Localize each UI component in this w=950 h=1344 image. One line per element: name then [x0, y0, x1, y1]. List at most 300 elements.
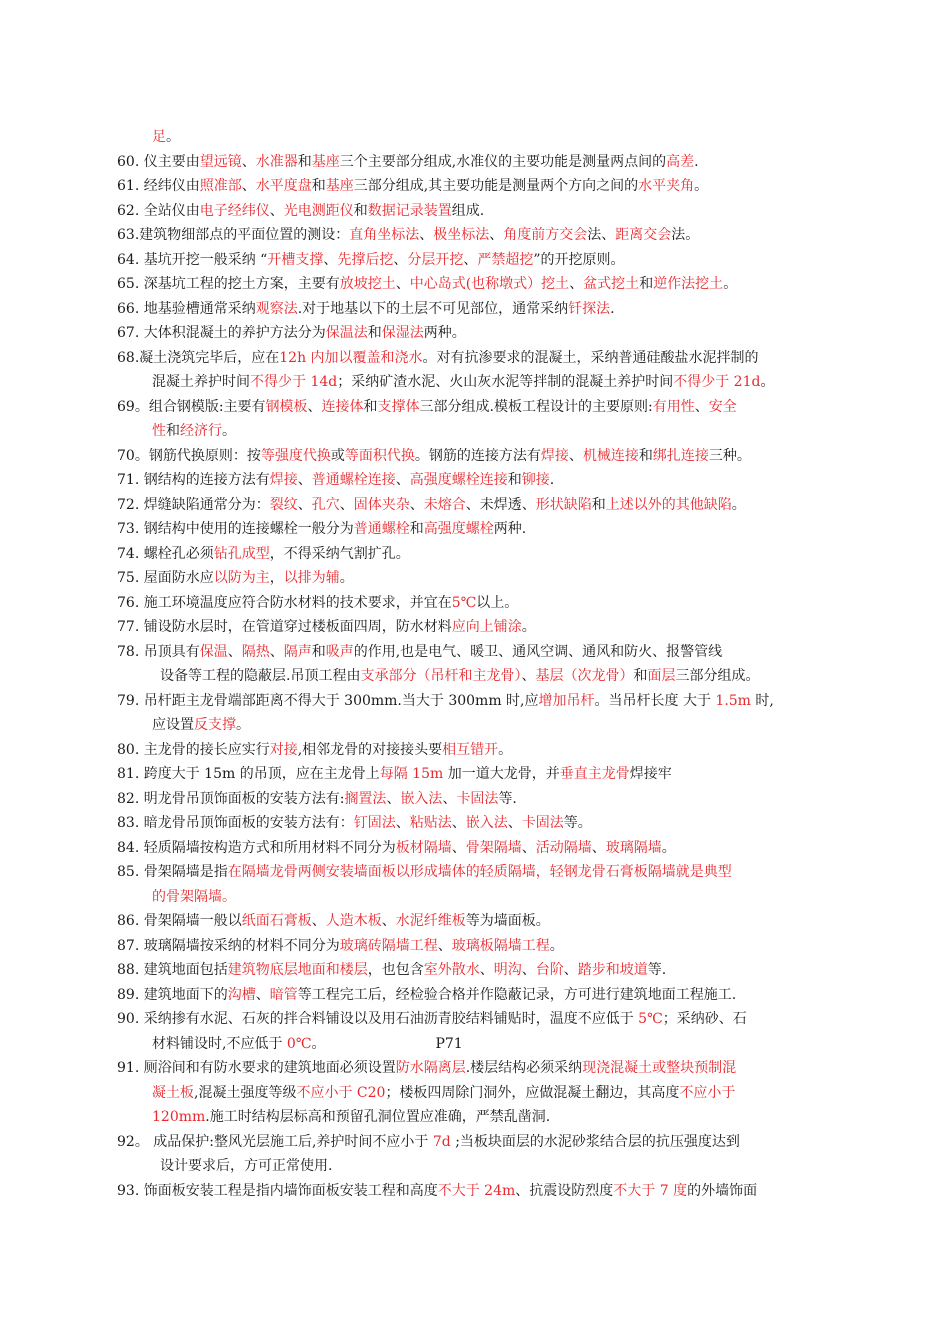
- text-segment: ,相邻龙骨的对接接头要: [297, 741, 443, 758]
- highlighted-term: 隔热: [241, 643, 270, 660]
- highlighted-term: 嵌入法: [465, 815, 508, 831]
- highlighted-term: 经济行: [180, 423, 222, 439]
- text-segment: 材料铺设时,不应低于: [152, 1035, 287, 1052]
- text-segment: 、: [311, 913, 326, 929]
- text-line: [0, 468, 950, 493]
- highlighted-term: 机械连接: [582, 447, 639, 464]
- highlighted-term: 分层开挖: [407, 251, 464, 268]
- text-line: [0, 1154, 950, 1179]
- highlighted-term: 性: [152, 423, 166, 439]
- text-segment: 、: [269, 643, 284, 660]
- text-segment: 。: [723, 276, 738, 292]
- text-line: [0, 150, 950, 175]
- text-segment: 应设置: [152, 717, 194, 733]
- text-segment: 72. 焊缝缺陷通常分为：: [117, 496, 270, 513]
- highlighted-term: 应向上铺涂: [451, 619, 522, 635]
- highlighted-term: 在隔墙龙骨两侧安装墙面板以形成墙体的轻质隔墙，轻钢龙骨石膏板隔墙就是典型: [227, 864, 732, 880]
- highlighted-term: 凝土板: [152, 1084, 194, 1101]
- text-segment: 83. 暗龙骨吊顶饰面板的安装方法有：: [117, 815, 354, 831]
- text-segment: 加一道大龙骨，并: [443, 766, 560, 782]
- text-segment: 、: [255, 986, 270, 1003]
- highlighted-term: 高强度螺栓: [423, 521, 494, 537]
- text-segment: 、: [521, 839, 536, 856]
- highlighted-term: 中心岛式(也称墩式）挖土: [409, 276, 570, 292]
- highlighted-term: 踏步和坡道: [577, 962, 648, 978]
- text-segment: 。: [521, 619, 536, 635]
- text-line: [0, 885, 950, 910]
- text-segment: 60. 仪主要由: [117, 153, 200, 170]
- text-segment: 80. 主龙骨的接长应实行: [117, 741, 270, 758]
- text-line: [0, 395, 950, 420]
- highlighted-term: 暗管: [269, 986, 298, 1003]
- text-segment: 。: [661, 839, 676, 856]
- text-line: [0, 713, 950, 738]
- highlighted-term: 台阶: [535, 962, 564, 978]
- highlighted-term: 望远镜: [199, 153, 242, 170]
- highlighted-term: 水准器: [255, 153, 298, 170]
- text-segment: 的作用,也是电气、暖卫、通风空调、通风和防火、报警管线: [353, 643, 723, 660]
- text-segment: 、: [297, 496, 312, 513]
- highlighted-term: 先撑后挖: [337, 251, 394, 268]
- text-segment: 两种。: [423, 325, 466, 341]
- highlighted-term: 观察法: [255, 300, 298, 317]
- text-segment: 三部分组成。: [675, 668, 760, 684]
- text-segment: ;当板块面层的水泥砂浆结合层的抗压强度达到: [450, 1133, 740, 1150]
- text-segment: ；楼板四周除门洞外，应做混凝土翻边，其高度: [385, 1084, 680, 1101]
- text-segment: 61. 经纬仪由: [117, 178, 200, 194]
- highlighted-term: 以排为辅: [283, 570, 340, 586]
- text-segment: 和: [297, 153, 312, 170]
- highlighted-term: 照准部: [199, 178, 242, 194]
- text-line: [0, 860, 950, 885]
- highlighted-term: 120mm: [152, 1109, 206, 1125]
- text-segment: 、: [227, 643, 242, 660]
- text-line: [0, 272, 950, 297]
- text-segment: 、: [489, 227, 504, 243]
- highlighted-term: 高强度螺栓连接: [409, 472, 508, 488]
- text-segment: 。: [549, 937, 564, 954]
- text-segment: 。: [694, 178, 709, 194]
- text-line: [0, 1179, 950, 1204]
- document-body: [0, 125, 950, 1203]
- text-segment: 设计要求后，方可正常使用.: [160, 1158, 333, 1174]
- highlighted-term: 防水隔离层: [395, 1060, 466, 1076]
- text-segment: 。: [760, 374, 775, 390]
- highlighted-term: 焊接: [269, 472, 298, 488]
- text-segment: 两种.: [493, 521, 527, 537]
- text-segment: 、: [395, 276, 410, 292]
- highlighted-term: 等面积代换: [344, 447, 415, 464]
- highlighted-term: 5℃: [451, 594, 477, 611]
- text-line: [0, 1130, 950, 1155]
- text-segment: 76. 施工环境温度应符合防水材料的技术要求，并宜在: [117, 594, 452, 611]
- text-segment: .: [549, 472, 555, 488]
- highlighted-term: 高差: [666, 153, 695, 170]
- highlighted-term: 铆接: [521, 472, 550, 488]
- text-segment: 和: [353, 202, 368, 219]
- text-segment: 、: [694, 398, 709, 415]
- highlighted-term: 现浇混凝土或整块预制混: [582, 1060, 737, 1076]
- text-segment: 、: [479, 962, 494, 978]
- highlighted-term: 普通螺栓: [353, 521, 410, 537]
- text-line: [0, 615, 950, 640]
- text-segment: 、: [386, 790, 401, 807]
- text-segment: 或: [330, 447, 345, 464]
- highlighted-term: 每隔 15m: [379, 766, 444, 782]
- text-segment: 、: [451, 815, 466, 831]
- text-segment: 、: [241, 153, 256, 170]
- highlighted-term: 有用性: [652, 398, 695, 415]
- text-segment: 、: [563, 962, 578, 978]
- highlighted-term: 玻璃隔墙: [605, 839, 662, 856]
- highlighted-term: 水平夹角: [638, 178, 695, 194]
- text-segment: 法。: [671, 227, 700, 243]
- highlighted-term: 玻璃砖隔墙工程: [339, 937, 438, 954]
- text-segment: 组成.: [451, 202, 485, 219]
- text-segment: 、: [395, 815, 410, 831]
- text-segment: 和: [311, 643, 326, 660]
- highlighted-term: 吸声: [325, 643, 354, 660]
- highlighted-term: 基座: [325, 178, 354, 194]
- text-segment: 。: [166, 129, 180, 145]
- highlighted-term: 嵌入法: [400, 790, 443, 807]
- text-segment: 73. 钢结构中使用的连接螺栓一般分为: [117, 521, 354, 537]
- text-line: [0, 958, 950, 983]
- text-line: [0, 517, 950, 542]
- text-segment: 和: [363, 398, 378, 415]
- text-segment: 和: [633, 668, 648, 684]
- text-line: [0, 125, 950, 150]
- text-segment: 。: [311, 1035, 326, 1052]
- text-segment: 89. 建筑地面下的: [117, 986, 228, 1003]
- highlighted-term: 上述以外的其他缺陷: [605, 496, 732, 513]
- text-segment: 设备等工程的隐蔽层.吊顶工程由: [160, 668, 361, 684]
- text-line: [0, 836, 950, 861]
- text-segment: 法、: [587, 227, 616, 243]
- highlighted-term: 12h 内加以覆盖和浇水: [279, 349, 423, 366]
- text-segment: 85. 骨架隔墙是指: [117, 864, 228, 880]
- text-line: [0, 248, 950, 273]
- text-segment: 67. 大体积混凝土的养护方法分为: [117, 325, 326, 341]
- text-segment: 和: [507, 472, 522, 488]
- text-segment: 。: [498, 741, 513, 758]
- text-segment: ，不得采纳气割扩孔。: [269, 545, 410, 562]
- text-segment: .: [694, 153, 699, 170]
- text-segment: 74. 螺栓孔必须: [117, 545, 214, 562]
- text-segment: 88. 建筑地面包括: [117, 962, 228, 978]
- highlighted-term: 钢模板: [265, 398, 308, 415]
- highlighted-term: 角度前方交会: [503, 227, 588, 243]
- text-segment: 、: [419, 227, 434, 243]
- text-segment: 、: [591, 839, 606, 856]
- highlighted-term: 安全: [708, 398, 737, 415]
- text-segment: 、: [442, 790, 457, 807]
- text-line: [0, 346, 950, 371]
- text-segment: 77. 铺设防水层时，在管道穿过楼板面四周，防水材料: [117, 619, 452, 635]
- text-segment: 和: [591, 496, 606, 513]
- text-segment: .施工时结构层标高和预留孔洞位置应准确，严禁乱凿洞.: [205, 1109, 551, 1125]
- text-line: [0, 1105, 950, 1130]
- text-segment: 、: [437, 937, 452, 954]
- text-segment: 91. 厕浴间和有防水要求的建筑地面必须设置: [117, 1060, 396, 1076]
- text-segment: 78. 吊顶具有: [117, 643, 200, 660]
- text-line: [0, 934, 950, 959]
- highlighted-term: 卡固法: [521, 815, 564, 831]
- text-segment: 的外墙饰面: [687, 1182, 758, 1199]
- highlighted-term: 相互错开: [442, 741, 499, 758]
- highlighted-term: 不大于 7 度: [613, 1182, 688, 1199]
- text-line: [0, 738, 950, 763]
- text-line: [0, 640, 950, 665]
- highlighted-term: 直角坐标法: [349, 227, 420, 243]
- text-segment: 、: [451, 839, 466, 856]
- text-segment: 和: [409, 521, 424, 537]
- text-segment: 。当吊杆长度 大于: [594, 692, 716, 709]
- text-line: [0, 909, 950, 934]
- highlighted-term: 钻孔成型: [213, 545, 270, 562]
- highlighted-term: 活动隔墙: [535, 839, 592, 856]
- text-line: [0, 297, 950, 322]
- text-segment: ,混凝土强度等级: [194, 1084, 297, 1101]
- highlighted-term: 支承部分（吊杆和主龙骨）: [360, 668, 522, 684]
- text-line: [0, 811, 950, 836]
- text-line: [0, 223, 950, 248]
- highlighted-term: 增加吊杆: [538, 692, 595, 709]
- text-segment: 64. 基坑开挖一般采纳 “: [117, 251, 268, 268]
- highlighted-term: 光电测距仪: [283, 202, 354, 219]
- text-line: [0, 1032, 950, 1057]
- text-line: [0, 370, 950, 395]
- text-line: [0, 983, 950, 1008]
- text-segment: 86. 骨架隔墙一般以: [117, 913, 242, 929]
- text-segment: 。钢筋的连接方法有: [414, 447, 541, 464]
- text-line: [0, 1007, 950, 1032]
- text-segment: ”的开挖原则。: [533, 251, 625, 268]
- text-segment: 等工程完工后，经检验合格并作隐蔽记录，方可进行建筑地面工程施工.: [297, 986, 737, 1003]
- highlighted-term: 孔穴: [311, 496, 340, 513]
- text-segment: 等为墙面板。: [465, 913, 550, 929]
- text-segment: 三个主要部分组成,水准仪的主要功能是测量两点间的: [339, 153, 667, 170]
- highlighted-term: 沟槽: [227, 986, 256, 1003]
- text-segment: 三种。: [708, 447, 751, 464]
- highlighted-term: 反支撑: [194, 717, 236, 733]
- text-segment: 。: [731, 496, 746, 513]
- highlighted-term: 骨架隔墙: [465, 839, 522, 856]
- text-segment: 和: [166, 423, 180, 439]
- text-segment: 和: [639, 276, 654, 292]
- highlighted-term: 面层: [647, 668, 676, 684]
- text-segment: 65. 深基坑工程的挖土方案，主要有: [117, 276, 340, 292]
- highlighted-term: 0℃: [286, 1035, 312, 1052]
- highlighted-term: 不应小于: [679, 1084, 736, 1101]
- highlighted-term: 固体夹杂: [353, 496, 410, 513]
- highlighted-term: 隔声: [283, 643, 312, 660]
- highlighted-term: 水泥纤维板: [395, 913, 466, 929]
- text-segment: 、: [568, 447, 583, 464]
- text-line: [0, 199, 950, 224]
- highlighted-term: 卡固法: [456, 790, 499, 807]
- highlighted-term: 极坐标法: [433, 227, 490, 243]
- highlighted-term: 支撑体: [377, 398, 420, 415]
- text-segment: 、: [463, 251, 478, 268]
- text-segment: 混凝土养护时间: [152, 374, 250, 390]
- highlighted-term: 足: [152, 129, 166, 145]
- text-segment: 71. 钢结构的连接方法有: [117, 472, 270, 488]
- text-segment: 92。 成品保护:整风光层施工后,养护时间不应小于: [117, 1133, 433, 1150]
- highlighted-term: 对接: [269, 741, 298, 758]
- text-segment: 、: [381, 913, 396, 929]
- text-line: [0, 1081, 950, 1106]
- text-segment: 、: [297, 472, 312, 488]
- highlighted-term: 5℃: [638, 1011, 663, 1027]
- highlighted-term: 保温: [199, 643, 228, 660]
- text-segment: 75. 屋面防水应: [117, 570, 214, 586]
- text-segment: 、: [521, 668, 536, 684]
- text-segment: 和: [311, 178, 326, 194]
- highlighted-term: 保湿法: [381, 325, 424, 341]
- highlighted-term: 保温法: [325, 325, 368, 341]
- highlighted-term: 逆作法挖土: [653, 276, 724, 292]
- text-segment: 66. 地基验槽通常采纳: [117, 300, 256, 317]
- highlighted-term: 板材隔墙: [395, 839, 452, 856]
- highlighted-term: 基层（次龙骨）: [535, 668, 634, 684]
- highlighted-term: 严禁超挖: [477, 251, 534, 268]
- text-segment: ，: [269, 570, 284, 586]
- text-line: [0, 689, 950, 714]
- highlighted-term: 不得少于 21d: [673, 374, 761, 390]
- highlighted-term: 绑扎连接: [652, 447, 709, 464]
- text-segment: 87. 玻璃隔墙按采纳的材料不同分为: [117, 937, 340, 954]
- highlighted-term: 普通螺栓连接: [311, 472, 396, 488]
- text-segment: 等.: [498, 790, 517, 807]
- text-segment: 68.凝土浇筑完毕后，应在: [117, 349, 280, 366]
- text-segment: 69。组合钢模版:主要有: [117, 398, 266, 415]
- text-segment: .对于地基以下的土层不可见部位，通常采纳: [297, 300, 569, 317]
- highlighted-term: 7d: [432, 1133, 451, 1150]
- text-line: [0, 591, 950, 616]
- highlighted-term: 明沟: [493, 962, 522, 978]
- text-segment: 84. 轻质隔墙按构造方式和所用材料不同分为: [117, 839, 396, 856]
- text-segment: 和: [367, 325, 382, 341]
- highlighted-term: 不应小于 C20: [296, 1084, 386, 1101]
- text-segment: 和: [638, 447, 653, 464]
- highlighted-term: 搁置法: [344, 790, 387, 807]
- highlighted-term: 以防为主: [213, 570, 270, 586]
- text-segment: 三部分组成,其主要功能是测量两个方向之间的: [353, 178, 639, 194]
- text-segment: 三部分组成.模板工程设计的主要原则:: [419, 398, 653, 415]
- text-segment: 、: [395, 472, 410, 488]
- highlighted-term: 数据记录装置: [367, 202, 452, 219]
- text-segment: 。: [339, 570, 354, 586]
- text-line: [0, 1056, 950, 1081]
- text-line: [0, 321, 950, 346]
- text-line: [0, 787, 950, 812]
- highlighted-term: 的骨架隔墙。: [152, 888, 236, 905]
- text-segment: 90. 采纳掺有水泥、石灰的拌合料铺设以及用石油沥青胶结料铺贴时，温度不应低于: [117, 1011, 639, 1027]
- highlighted-term: 不大于 24m: [437, 1182, 516, 1199]
- text-segment: 。: [222, 423, 236, 439]
- text-segment: 、: [307, 398, 322, 415]
- highlighted-term: 开槽支撑: [267, 251, 324, 268]
- text-segment: ；采纳矿渣水泥、火山灰水泥等拌制的混凝土养护时间: [337, 374, 674, 390]
- text-line: [0, 174, 950, 199]
- text-segment: 时,: [750, 692, 774, 709]
- text-line: [0, 493, 950, 518]
- text-segment: 、: [241, 178, 256, 194]
- highlighted-term: 盆式挖土: [583, 276, 640, 292]
- highlighted-term: 距离交会: [615, 227, 672, 243]
- text-segment: 82. 明龙骨吊顶饰面板的安装方法有:: [117, 790, 345, 807]
- highlighted-term: 未熔合: [423, 496, 466, 513]
- text-segment: 、: [323, 251, 338, 268]
- highlighted-term: 基座: [311, 153, 340, 170]
- highlighted-term: 等强度代换: [260, 447, 331, 464]
- text-line: [0, 444, 950, 469]
- text-segment: 。对有抗渗要求的混凝土，采纳普通硅酸盐水泥拌制的: [422, 349, 759, 366]
- text-segment: 93. 饰面板安装工程是指内墙饰面板安装工程和高度: [117, 1182, 438, 1199]
- text-segment: 、未焊透、: [465, 496, 536, 513]
- text-segment: .: [610, 300, 615, 317]
- highlighted-term: 粘贴法: [409, 815, 452, 831]
- text-segment: 81. 跨度大于 15m 的吊顶，应在主龙骨上: [117, 766, 380, 782]
- text-segment: 、: [569, 276, 584, 292]
- highlighted-term: 人造木板: [325, 913, 382, 929]
- text-segment: ，也包含: [367, 962, 424, 978]
- text-line: [0, 419, 950, 444]
- text-segment: 、: [521, 962, 536, 978]
- text-line: [0, 566, 950, 591]
- highlighted-term: 建筑物底层地面和楼层: [227, 962, 368, 978]
- text-segment: 、抗震设防烈度: [515, 1182, 614, 1199]
- highlighted-term: 室外散水: [423, 962, 480, 978]
- text-segment: 等.: [647, 962, 667, 978]
- text-segment: 62. 全站仪由: [117, 202, 200, 219]
- text-line: [0, 664, 950, 689]
- highlighted-term: 形状缺陷: [535, 496, 592, 513]
- text-segment: 、: [409, 496, 424, 513]
- text-segment: 70。钢筋代换原则：按: [117, 447, 261, 464]
- highlighted-term: 钎探法: [568, 300, 611, 317]
- highlighted-term: 不得少于 14d: [250, 374, 338, 390]
- highlighted-term: 钉固法: [353, 815, 396, 831]
- highlighted-term: 电子经纬仪: [199, 202, 270, 219]
- text-segment: 、: [507, 815, 522, 831]
- text-segment: 、: [339, 496, 354, 513]
- highlighted-term: 裂纹: [269, 496, 298, 513]
- text-segment: ；采纳砂、石: [662, 1011, 747, 1027]
- text-segment: 焊接牢: [629, 766, 672, 782]
- text-segment: 等。: [563, 815, 592, 831]
- text-segment: 以上。: [476, 594, 519, 611]
- text-segment: P71: [435, 1035, 463, 1052]
- text-segment: 。: [236, 717, 250, 733]
- highlighted-term: 水平度盘: [255, 178, 312, 194]
- highlighted-term: 1.5m: [715, 692, 751, 709]
- text-segment: 63.建筑物细部点的平面位置的测设：: [117, 227, 350, 243]
- text-line: [0, 542, 950, 567]
- text-segment: 、: [393, 251, 408, 268]
- highlighted-term: 垂直主龙骨: [559, 766, 630, 782]
- text-line: [0, 762, 950, 787]
- text-segment: 79. 吊杆距主龙骨端部距离不得大于 300mm.当大于 300mm 时,应: [117, 692, 539, 709]
- highlighted-term: 纸面石膏板: [241, 913, 312, 929]
- text-segment: .楼层结构必须采纳: [465, 1060, 583, 1076]
- text-segment: 、: [269, 202, 284, 219]
- highlighted-term: 玻璃板隔墙工程: [451, 937, 550, 954]
- highlighted-term: 连接体: [321, 398, 364, 415]
- highlighted-term: 放坡挖土: [339, 276, 396, 292]
- highlighted-term: 焊接: [540, 447, 569, 464]
